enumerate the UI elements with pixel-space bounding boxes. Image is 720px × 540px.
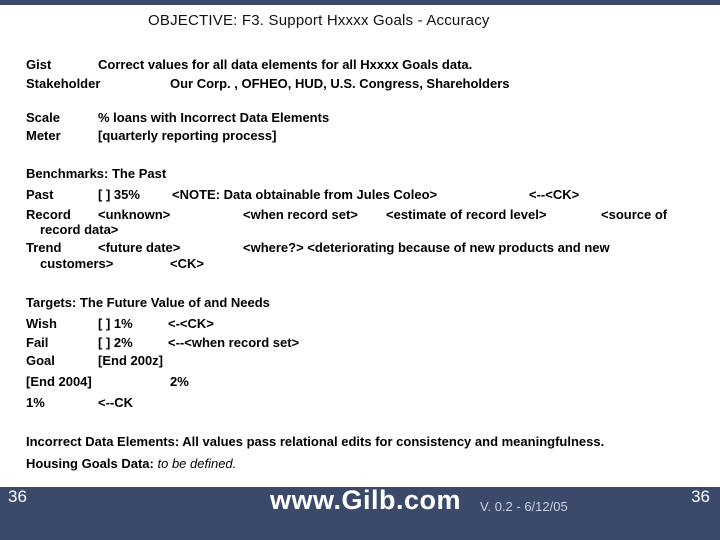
wish-value: [ ] 1% (98, 316, 133, 331)
record-estimate: <estimate of record level> (386, 207, 547, 222)
gist-text: Correct values for all data elements for all Hxxxx Goals data. (98, 57, 473, 72)
past-ref: <--<CK> (529, 187, 580, 202)
fail-ref: <--<when record set> (168, 335, 300, 350)
housing-label: Housing Goals Data: (26, 456, 154, 471)
record-when: <when record set> (243, 207, 358, 222)
trend-label: Trend (26, 240, 62, 255)
meter-label: Meter (26, 128, 61, 143)
stakeholder-text: Our Corp. , OFHEO, HUD, U.S. Congress, Shareholders (170, 76, 510, 91)
record-label: Record (26, 207, 71, 222)
footer-mask (0, 515, 720, 540)
past-note: <NOTE: Data obtainable from Jules Coleo> (172, 187, 438, 202)
wish-ref: <-<CK> (168, 316, 214, 331)
trend-ck: <CK> (170, 256, 204, 271)
version-label: V. 0.2 - 6/12/05 (480, 499, 568, 514)
scale-text: % loans with Incorrect Data Elements (98, 110, 330, 125)
one-percent-label: 1% (26, 395, 45, 410)
wish-label: Wish (26, 316, 57, 331)
slide-title: OBJECTIVE: F3. Support Hxxxx Goals - Accuracy (148, 12, 490, 29)
fail-label: Fail (26, 335, 49, 350)
housing-value: to be defined. (157, 456, 237, 471)
record-value: <unknown> (98, 207, 171, 222)
end2004-label: [End 2004] (26, 374, 92, 389)
site-link[interactable]: www.Gilb.com (270, 485, 462, 515)
scale-label: Scale (26, 110, 60, 125)
trend-where: <where?> <deteriorating because of new products and new (243, 240, 610, 255)
stakeholder-label: Stakeholder (26, 76, 101, 91)
housing-goals-data (26, 456, 236, 472)
trend-cont: customers> (40, 256, 114, 271)
past-value: [ ] 35% (98, 187, 140, 202)
footer-bar (0, 487, 720, 540)
targets-heading: Targets: The Future Value of and Needs (26, 295, 270, 310)
trend-value: <future date> (98, 240, 181, 255)
benchmarks-heading: Benchmarks: The Past (26, 166, 167, 181)
past-label: Past (26, 187, 54, 202)
incorrect-data-elements: Incorrect Data Elements: All values pass relational edits for consistency and meaningfulness. (26, 434, 605, 449)
goal-label: Goal (26, 353, 55, 368)
record-source: <source of (601, 207, 668, 222)
top-bar (0, 0, 720, 5)
end2004-value: 2% (170, 374, 189, 389)
meter-text: [quarterly reporting process] (98, 128, 277, 143)
goal-value: [End 200z] (98, 353, 164, 368)
record-source-cont: record data> (40, 222, 119, 237)
page-number-left: 36 (8, 487, 27, 506)
page-number-right: 36 (691, 487, 710, 506)
one-percent-value: <--CK (98, 395, 134, 410)
gist-label: Gist (26, 57, 52, 72)
fail-value: [ ] 2% (98, 335, 133, 350)
